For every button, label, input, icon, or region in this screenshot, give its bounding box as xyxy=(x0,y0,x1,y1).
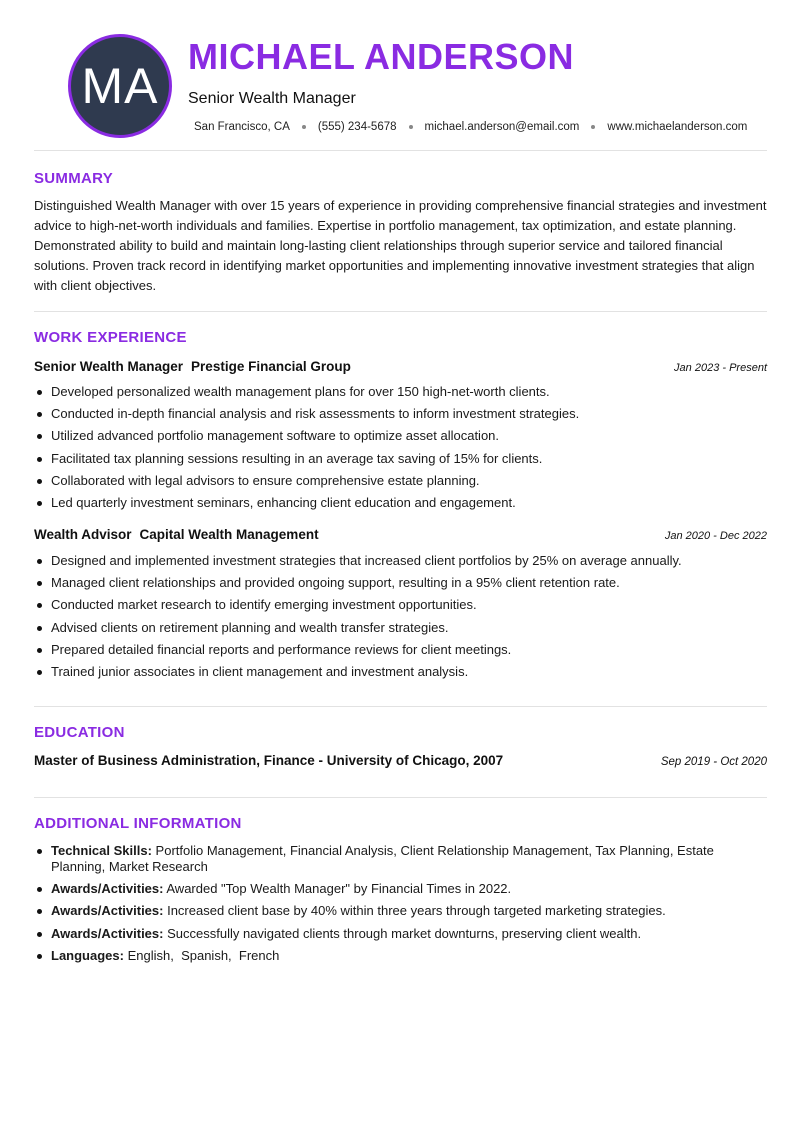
item-text: English, Spanish, French xyxy=(127,947,280,963)
job-header xyxy=(34,358,767,376)
list-item: Prepared detailed financial reports and performance reviews for client meetings. xyxy=(34,642,769,658)
list-item: Utilized advanced portfolio management software to optimize asset allocation. xyxy=(34,428,769,444)
item-label: Languages: xyxy=(51,947,124,963)
candidate-title: Senior Wealth Manager xyxy=(188,90,356,107)
job-company: Capital Wealth Management xyxy=(139,527,319,542)
item-label: Awards/Activities: xyxy=(51,881,164,897)
additional-info-heading: ADDITIONAL INFORMATION xyxy=(34,815,242,832)
item-label: Awards/Activities: xyxy=(51,925,164,941)
item-text: Increased client base by 40% within three years through targeted marketing strategies. xyxy=(167,903,666,919)
resume-header xyxy=(34,0,767,150)
education-degree: Master of Business Administration, Finance - University of Chicago, 2007 xyxy=(34,753,504,768)
avatar-initials: MA xyxy=(81,58,159,114)
list-item xyxy=(34,843,769,875)
list-item: Conducted market research to identify emerging investment opportunities. xyxy=(34,597,769,613)
section-divider xyxy=(34,706,767,707)
summary-heading: SUMMARY xyxy=(34,170,114,187)
avatar xyxy=(68,34,172,138)
education-row xyxy=(34,753,767,768)
list-item xyxy=(34,948,769,964)
list-item: Facilitated tax planning sessions resulting in an average tax saving of 15% for clients. xyxy=(34,451,769,467)
additional-info-list xyxy=(34,843,769,970)
list-item xyxy=(34,881,769,897)
candidate-name: MICHAEL ANDERSON xyxy=(188,36,575,77)
item-text: Awarded "Top Wealth Manager" by Financial Times in 2022. xyxy=(166,881,512,897)
item-label: Technical Skills: xyxy=(51,843,152,858)
section-divider xyxy=(34,150,767,151)
list-item: Developed personalized wealth management plans for over 150 high-net-worth clients. xyxy=(34,384,769,400)
list-item: Led quarterly investment seminars, enhancing client education and engagement. xyxy=(34,495,769,511)
list-item: Designed and implemented investment strategies that increased client portfolios by 25% on average annually. xyxy=(34,553,769,569)
item-text: Successfully navigated clients through market downturns, preserving client wealth. xyxy=(167,925,642,941)
contact-website[interactable]: www.michaelanderson.com xyxy=(607,121,748,133)
contact-bar xyxy=(194,121,747,133)
job-dates: Jan 2023 - Present xyxy=(674,362,767,374)
list-item xyxy=(34,903,769,919)
job-company: Prestige Financial Group xyxy=(191,359,351,374)
contact-email[interactable]: michael.anderson@email.com xyxy=(424,121,580,133)
section-divider xyxy=(34,797,767,798)
separator-dot xyxy=(302,125,306,129)
section-divider xyxy=(34,311,767,312)
separator-dot xyxy=(409,125,413,129)
list-item: Managed client relationships and provided ongoing support, resulting in a 95% client retention rate. xyxy=(34,575,769,591)
list-item: Advised clients on retirement planning and wealth transfer strategies. xyxy=(34,620,769,636)
item-label: Awards/Activities: xyxy=(51,903,164,919)
item-text: Portfolio Management, Financial Analysis, Client Relationship Management, Tax Planning, Estate Planning, Market Research xyxy=(51,843,714,874)
job-role: Senior Wealth Manager xyxy=(34,359,184,374)
list-item: Collaborated with legal advisors to ensure comprehensive estate planning. xyxy=(34,473,769,489)
list-item xyxy=(34,926,769,942)
education-heading: EDUCATION xyxy=(34,724,125,741)
job-dates: Jan 2020 - Dec 2022 xyxy=(664,530,767,542)
education-dates: Sep 2019 - Oct 2020 xyxy=(660,756,767,768)
work-experience-heading: WORK EXPERIENCE xyxy=(34,329,187,346)
job-bullet-list xyxy=(34,553,769,686)
job-bullet-list xyxy=(34,384,769,517)
contact-phone: (555) 234-5678 xyxy=(317,121,397,133)
list-item: Conducted in-depth financial analysis and risk assessments to inform investment strategies. xyxy=(34,406,769,422)
contact-location: San Francisco, CA xyxy=(194,121,290,133)
list-item: Trained junior associates in client management and investment analysis. xyxy=(34,664,769,680)
summary-text: Distinguished Wealth Manager with over 15 years of experience in providing comprehensive financial strategies and investment advice to high-net-worth individuals and families. Expertise in portfolio management, tax optimization, and estate planning. Demonstrated ability to build and maintain long-lasting client relationships through superior service and tailored financial solutions. Proven track record in identifying market opportunities and implementing innovative investment strategies that align with client objectives. xyxy=(34,198,767,293)
separator-dot xyxy=(591,125,595,129)
job-role: Wealth Advisor xyxy=(34,527,132,542)
job-header xyxy=(34,526,767,544)
